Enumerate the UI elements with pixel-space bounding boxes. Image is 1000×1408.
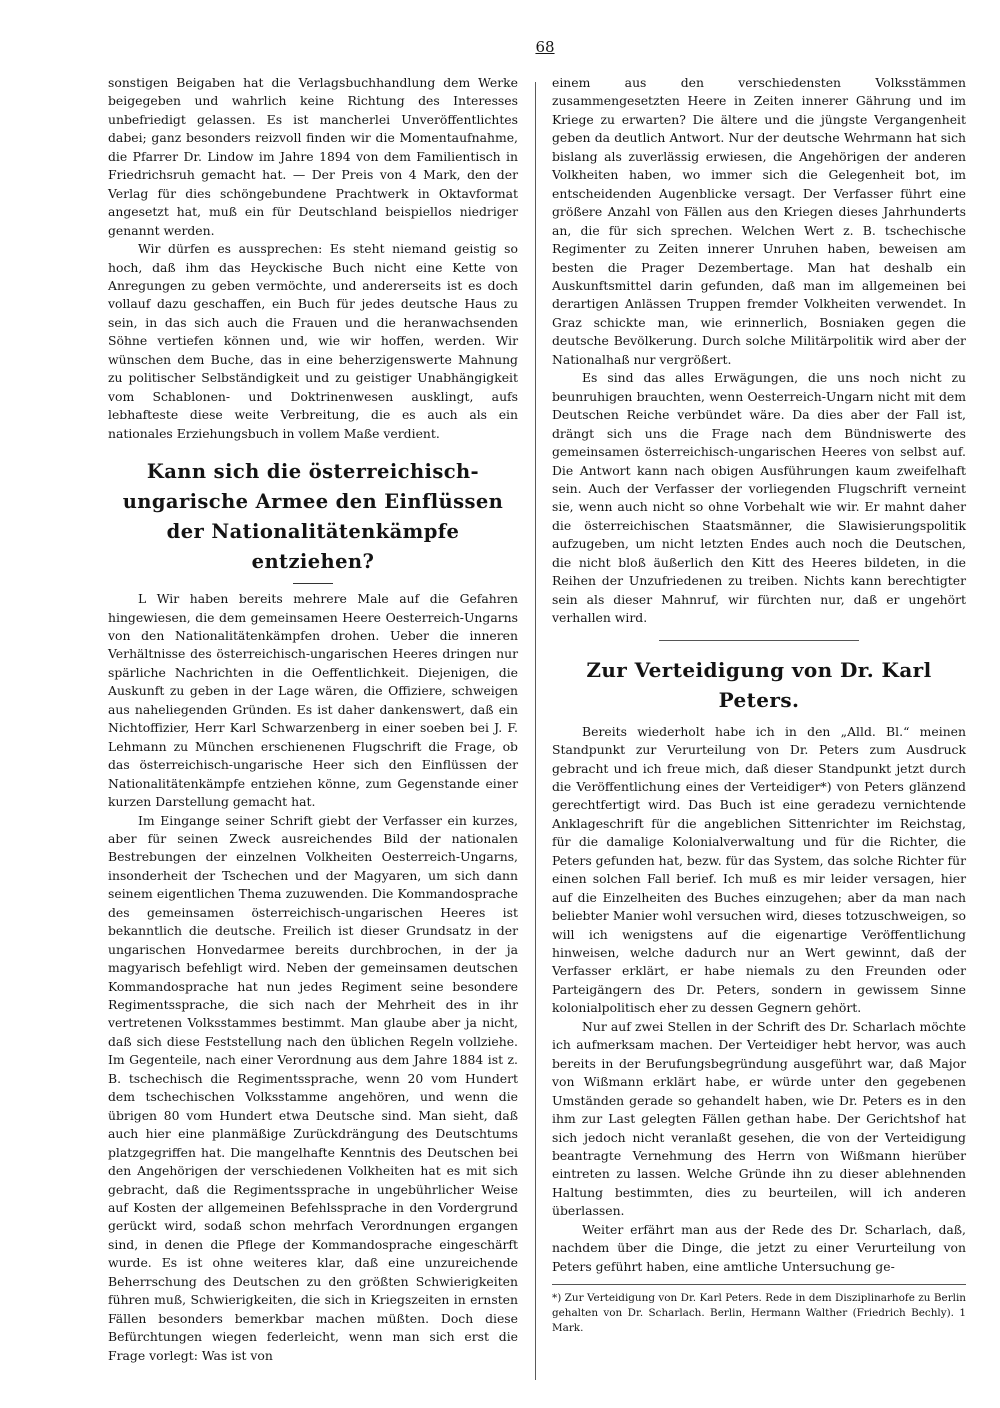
- right-paragraph-3: Bereits wiederholt habe ich in den „Alld. Bl.“ meinen Standpunkt zur Verurteilung von Dr. Peters zum Ausdruck gebracht und ich freue mich, daß dieser Standpunkt jetzt durch die Veröffentlichung eines der Verteidiger*) von Peters glänzend gerechtfertigt wird. Das Buch ist eine geradezu vernichtende Anklageschrift für die angeblichen Sittenrichter im Reichstag, für die damalige Kolonialverwaltung und für die Richter, die Peters gefunden hat, bezw. für das System, das solche Richter für einen solchen Fall berief. Ich muß es mir leider versagen, hier auf die Einzelheiten des Buches einzugehen; aber da man nach beliebter Manier wohl versuchen wird, dieses totzuschweigen, so will ich wenigstens auf die eigenartige Veröffentlichung hinweisen, welche dadurch nur an Wert gewinnt, daß der Verfasser erklärt, er habe niemals zu den Freunden oder Parteigängern des Dr. Peters, sondern in gewissem Sinne kolonialpolitisch eher zu dessen Gegnern gehört.: [552, 723, 966, 1016]
- article-heading-army: Kann sich die österreichisch-ungarische Armee den Einflüssen der Nationalitätenkämpfe entziehen?: [122, 460, 504, 574]
- left-paragraph-4: Im Eingange seiner Schrift giebt der Verfasser ein kurzes, aber für seinen Zweck ausreichendes Bild der nationalen Bestrebungen der einzelnen Volkheiten Oesterreich-Ungarns, insonderheit der Tschechen und der Magyaren, um sich dann seinem eigentlichen Thema zuzuwenden. Die Kommandosprache des gemeinsamen österreichisch-ungarischen Heeres ist bekanntlich die deutsche. Freilich ist dieser Grundsatz in der ungarischen Honvedarmee bereits durchbrochen, in der ja magyarisch befehligt wird. Neben der gemeinsamen deutschen Kommandosprache hat nun jedes Regiment seine besondere Regimentssprache, die sich nach der Mehrheit des in ihr vertretenen Volksstammes bestimmt. Man glaube aber ja nicht, daß sich diese Feststellung nach den üblichen Regeln vollziehe. Im Gegenteile, nach einer Verordnung aus dem Jahre 1884 ist z. B. tschechisch die Regimentssprache, wenn 20 vom Hundert dem tschechischen Volksstamme angehören, und wenn die übrigen 80 vom Hundert etwa Deutsche sind. Man sieht, daß auch hier eine planmäßige Zurückdrängung des Deutschtums platzgegriffen hat. Die mangelhafte Kenntnis des Deutschen bei den Angehörigen der verschiedenen Volkheiten hat es mit sich gebracht, daß die Regimentssprache in ungebührlicher Weise auf Kosten der allgemeinen Befehlssprache in den Vordergrund gerückt wird, sodaß schon mehrfach Verordnungen ergangen sind, in denen die Pflege der Kommandosprache eingeschärft wurde. Es ist ohne weiteres klar, daß eine unzureichende Beherrschung des Deutschen zu den größten Schwierigkeiten führen muß, Schwierigkeiten, die sich in Kriegszeiten in ernsten Fällen besonders bemerkbar machen müßten. Doch diese Befürchtungen wiegen federleicht, wenn man sich erst die Frage vorlegt: Was ist von: [108, 812, 518, 1363]
- footnote: *) Zur Verteidigung von Dr. Karl Peters. Rede in dem Disziplinarhofe zu Berlin gehalten von Dr. Scharlach. Berlin, Hermann Walther (Friedrich Bechly). 1 Mark.: [552, 1292, 966, 1335]
- right-paragraph-5: Weiter erfährt man aus der Rede des Dr. Scharlach, daß, nachdem über die Dinge, die jetzt zu einer Verurteilung von Peters geführt haben, eine amtliche Untersuchung ge-: [552, 1221, 966, 1274]
- left-column: [108, 74, 518, 1365]
- column-divider: [535, 82, 536, 1380]
- footnote-rule: [552, 1284, 966, 1285]
- page-number: 68: [535, 38, 555, 56]
- left-paragraph-1: sonstigen Beigaben hat die Verlagsbuchhandlung dem Werke beigegeben und wahrlich keine Richtung des Interesses unbefriedigt gelassen. Es ist mancherlei Unveröffentlichtes dabei; ganz besonders reizvoll finden wir die Momentaufnahme, die Pfarrer Dr. Lindow im Jahre 1894 von dem Familientisch in Friedrichsruh gemacht hat. — Der Preis von 4 Mark, den der Verlag für dies schöngebundene Prachtwerk in Oktavformat angesetzt hat, muß ein für Deutschland beispiellos niedriger genannt werden.: [108, 75, 518, 238]
- article-heading-peters: Zur Verteidigung von Dr. Karl Peters.: [586, 657, 932, 712]
- right-paragraph-1: einem aus den verschiedensten Volksstämmen zusammengesetzten Heere in Zeiten innerer Gährung und im Kriege zu erwarten? Die ältere und die jüngste Vergangenheit geben da deutlich Antwort. Nur der deutsche Wehrmann hat sich bislang als zuverlässig erwiesen, die Angehörigen der anderen Volkheiten haben, wo immer sich die Gelegenheit bot, im entscheidenden Augenblicke versagt. Der Verfasser führt eine größere Anzahl von Fällen aus den Kriegen dieses Jahrhunderts an, die für sich sprechen. Welchen Wert z. B. tschechische Regimenter zu Zeiten innerer Unruhen haben, beweisen am besten die Prager Dezembertage. Man hat deshalb ein Auskunftsmittel darin gefunden, daß man im allgemeinen bei derartigen Anlässen Truppen fremder Volkheiten verwendet. In Graz schickte man, wie erinnerlich, Bosniaken gegen die deutsche Bevölkerung. Durch solche Militärpolitik wird aber der Nationalhaß nur vergrößert.: [552, 75, 966, 367]
- heading-rule: [293, 583, 333, 584]
- right-column: [552, 74, 966, 1336]
- left-paragraph-2: Wir dürfen es aussprechen: Es steht niemand geistig so hoch, daß ihm das Heyckische Buch nicht eine Kette von Anregungen zu geben vermöchte, und andererseits ist es doch vollauf dazu geschaffen, ein Buch für jedes deutsche Haus zu sein, in das sich auch die Frauen und die heranwachsenden Söhne vertiefen können und, wie wir hoffen, werden. Wir wünschen dem Buche, das in eine beherzigenswerte Mahnung zu politischer Selbständigkeit und zu geistiger Unabhängigkeit vom Schablonen- und Doktrinenwesen ausklingt, aufs lebhafteste diese weite Verbreitung, die es auch als ein nationales Erziehungsbuch in vollem Maße verdient.: [108, 241, 518, 441]
- section-rule: [659, 640, 859, 641]
- right-paragraph-4: Nur auf zwei Stellen in der Schrift des Dr. Scharlach möchte ich aufmerksam machen. Der Verteidiger hebt hervor, was auch bereits in der Berufungsbegründung ausgeführt war, daß Major von Wißmann erklärt habe, er würde unter den gegebenen Umständen gerade so gehandelt haben, wie Dr. Peters es in den ihm zur Last gelegten Fällen gethan habe. Der Gerichtshof hat sich jedoch nicht veranlaßt gesehen, die von der Verteidigung beantragte Vernehmung des Herrn von Wißmann hierüber eintreten zu lassen. Welche Gründe ihn zu dieser ablehnenden Haltung bestimmten, dies zu beurteilen, will ich anderen überlassen.: [552, 1018, 966, 1219]
- left-paragraph-3: L Wir haben bereits mehrere Male auf die Gefahren hingewiesen, die dem gemeinsamen Heere Oesterreich-Ungarns von den Nationalitätenkämpfen drohen. Ueber die inneren Verhältnisse des österreichisch-ungarischen Heeres dringen nur spärliche Nachrichten in die Oeffentlichkeit. Diejenigen, die Auskunft zu geben in der Lage wären, die Offiziere, schweigen aus naheliegenden Gründen. Es ist daher dankenswert, daß ein Nichtoffizier, Herr Karl Schwarzenberg in einer soeben bei J. F. Lehmann zu München erschienenen Flugschrift die Frage, ob das österreichisch-ungarische Heer sich den Einflüssen der Nationalitätenkämpfe entziehen könne, zum Gegenstande einer kurzen Darstellung gemacht hat.: [108, 591, 518, 810]
- right-paragraph-2: Es sind das alles Erwägungen, die uns noch nicht zu beunruhigen brauchten, wenn Oesterreich-Ungarn nicht mit dem Deutschen Reiche verbündet wäre. Da dies aber der Fall ist, drängt sich uns die Frage nach dem Bündniswerte des gemeinsamen österreichisch-ungarischen Heeres von selbst auf. Die Antwort kann nach obigen Ausführungen kaum zweifelhaft sein. Auch der Verfasser der vorliegenden Flugschrift verneint sie, wenn auch nicht so ohne Vorbehalt wie wir. Er mahnt daher die österreichischen Staatsmänner, die Slawisierungspolitik aufzugeben, um nicht letzten Endes auch noch die Deutschen, die nicht bloß äußerlich den Kitt des Heeres bildeten, in die Reihen der Unzufriedenen zu treiben. Nichts kann berechtigter sein als dieser Mahnruf, wir fürchten nur, daß er ungehört verhallen wird.: [552, 370, 966, 626]
